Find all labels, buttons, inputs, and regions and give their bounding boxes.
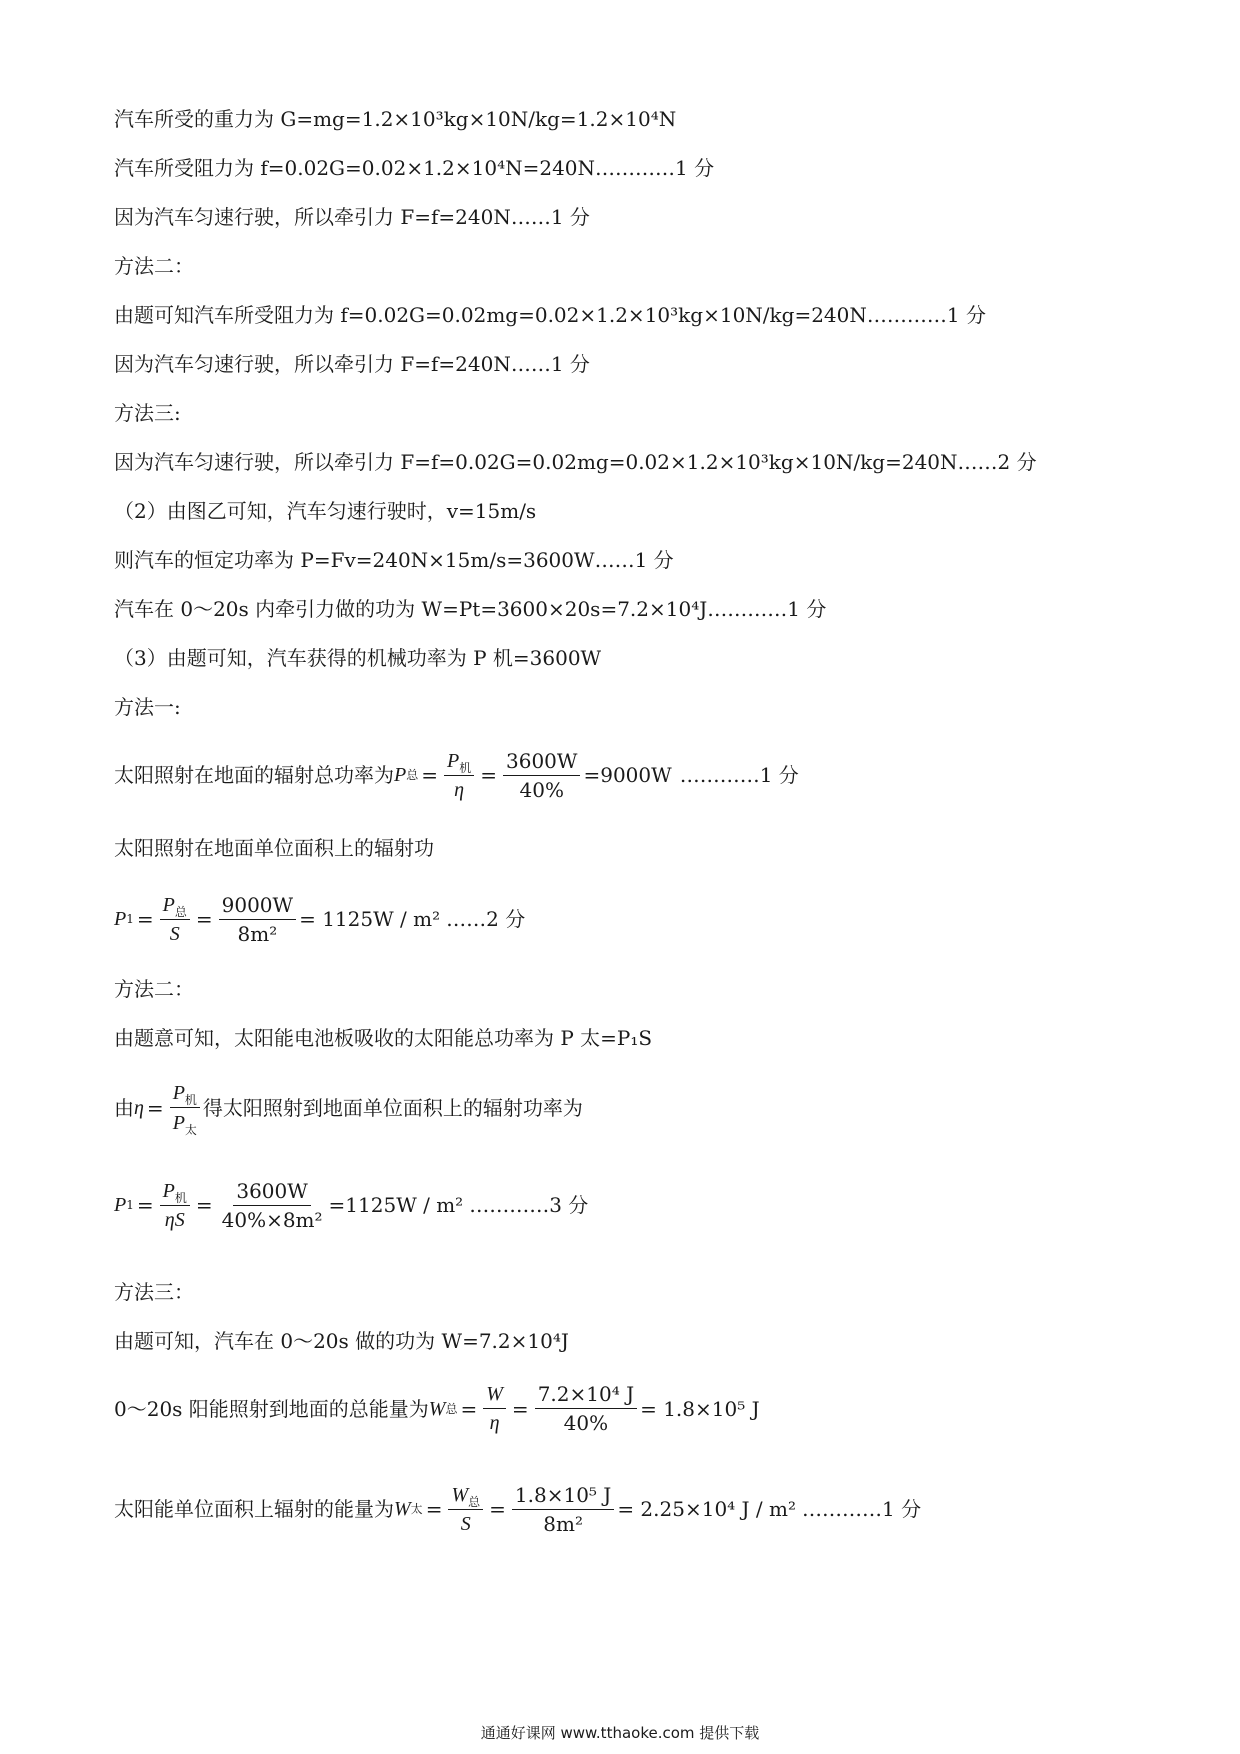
text-line-traction-2: 因为汽车匀速行驶，所以牵引力 F=f=240N……1 分 [114, 352, 590, 376]
text-line-resistance-2: 由题可知汽车所受阻力为 f=0.02G=0.02mg=0.02×1.2×10³kg×10N/kg=240N…………1 分 [114, 303, 986, 327]
text-line-resistance: 汽车所受阻力为 f=0.02G=0.02×1.2×10⁴N=240N…………1 分 [114, 156, 715, 180]
text-unit-area-power: 太阳照射在地面单位面积上的辐射功 [114, 836, 434, 860]
text-solar-absorbed: 由题意可知，太阳能电池板吸收的太阳能总功率为 P 太=P₁S [114, 1026, 653, 1050]
fraction: $\frac{\text{1.8×10⁵ J}}{\text{8m²}}$ [512, 1483, 614, 1536]
text-method-three-b: 方法三： [114, 1280, 194, 1304]
footer-source: 通通好课网 www.tthaoke.com 提供下载 [480, 1724, 760, 1742]
text-method-one: 方法一: [114, 695, 181, 719]
fraction: $\frac{W}{\eta}$ [483, 1382, 506, 1435]
equation-total-power: 太阳照射在地面的辐射总功率为 P 总 = $\frac{P_机}{\eta}$ = $\frac{3600W}{40\%}$ =9000W …………1 分 [114, 748, 799, 802]
text-line-traction-3: 因为汽车匀速行驶，所以牵引力 F=f=0.02G=0.02mg=0.02×1.2×10³kg×10N/kg=240N……2 分 [114, 450, 1037, 474]
equation-unit-area-power: P 1 = $\frac{P_总}{S}$ = $\frac{9000W}{\text{8m²}}$ = 1125W / m² ……2 分 [114, 892, 526, 946]
text-line-gravity: 汽车所受的重力为 G=mg=1.2×10³kg×10N/kg=1.2×10⁴N [114, 107, 677, 131]
fraction: $\frac{P_机}{\eta}$ [444, 748, 474, 802]
fraction: $\frac{P_机}{\eta S}$ [160, 1178, 190, 1232]
text-method-two: 方法二： [114, 254, 194, 278]
text-line-work: 汽车在 0～20s 内牵引力做的功为 W=Pt=3600×20s=7.2×10⁴J…………1 分 [114, 597, 827, 621]
fraction: $\frac{3600W}{\text{40\%×8m²}}$ [221, 1178, 323, 1232]
text-method-two-b: 方法二： [114, 977, 194, 1001]
text-part-two: （2）由图乙可知，汽车匀速行驶时，v=15m/s [114, 499, 537, 523]
equation-unit-area-energy: 太阳能单位面积上辐射的能量为 W 太 = $\frac{W_总}{S}$ = $\frac{\text{1.8×10⁵ J}}{\text{8m²}}$ = 2.25×10⁴ J / m² …………1 分 [114, 1482, 922, 1536]
fraction: $\frac{P_总}{S}$ [160, 892, 190, 946]
text-line-traction: 因为汽车匀速行驶，所以牵引力 F=f=240N……1 分 [114, 205, 590, 229]
text-method-three: 方法三: [114, 401, 181, 425]
text-line-power: 则汽车的恒定功率为 P=Fv=240N×15m/s=3600W……1 分 [114, 548, 674, 572]
text-part-three: （3）由题可知，汽车获得的机械功率为 P 机=3600W [114, 646, 602, 670]
fraction: $\frac{\text{7.2×10⁴ J}}{40\%}$ [535, 1382, 637, 1435]
fraction: $\frac{P_机}{P_太}$ [170, 1080, 200, 1135]
equation-unit-area-power-2: P 1 = $\frac{P_机}{\eta S}$ = $\frac{3600W}{\text{40\%×8m²}}$ =1125W / m² …………3 分 [114, 1178, 589, 1232]
fraction: $\frac{9000W}{\text{8m²}}$ [219, 893, 296, 946]
fraction: $\frac{W_总}{S}$ [448, 1482, 483, 1536]
text-work-done: 由题可知，汽车在 0～20s 做的功为 W=7.2×10⁴J [114, 1329, 569, 1353]
equation-total-energy: 0～20s 阳能照射到地面的总能量为 W 总 = $\frac{W}{\eta}$ = $\frac{\text{7.2×10⁴ J}}{40\%}$ = 1.8×10⁵ J [114, 1382, 760, 1435]
fraction: $\frac{3600W}{40\%}$ [503, 749, 580, 802]
equation-efficiency: 由 η = $\frac{P_机}{P_太}$ 得太阳照射到地面单位面积上的辐射功率为 [114, 1082, 583, 1137]
